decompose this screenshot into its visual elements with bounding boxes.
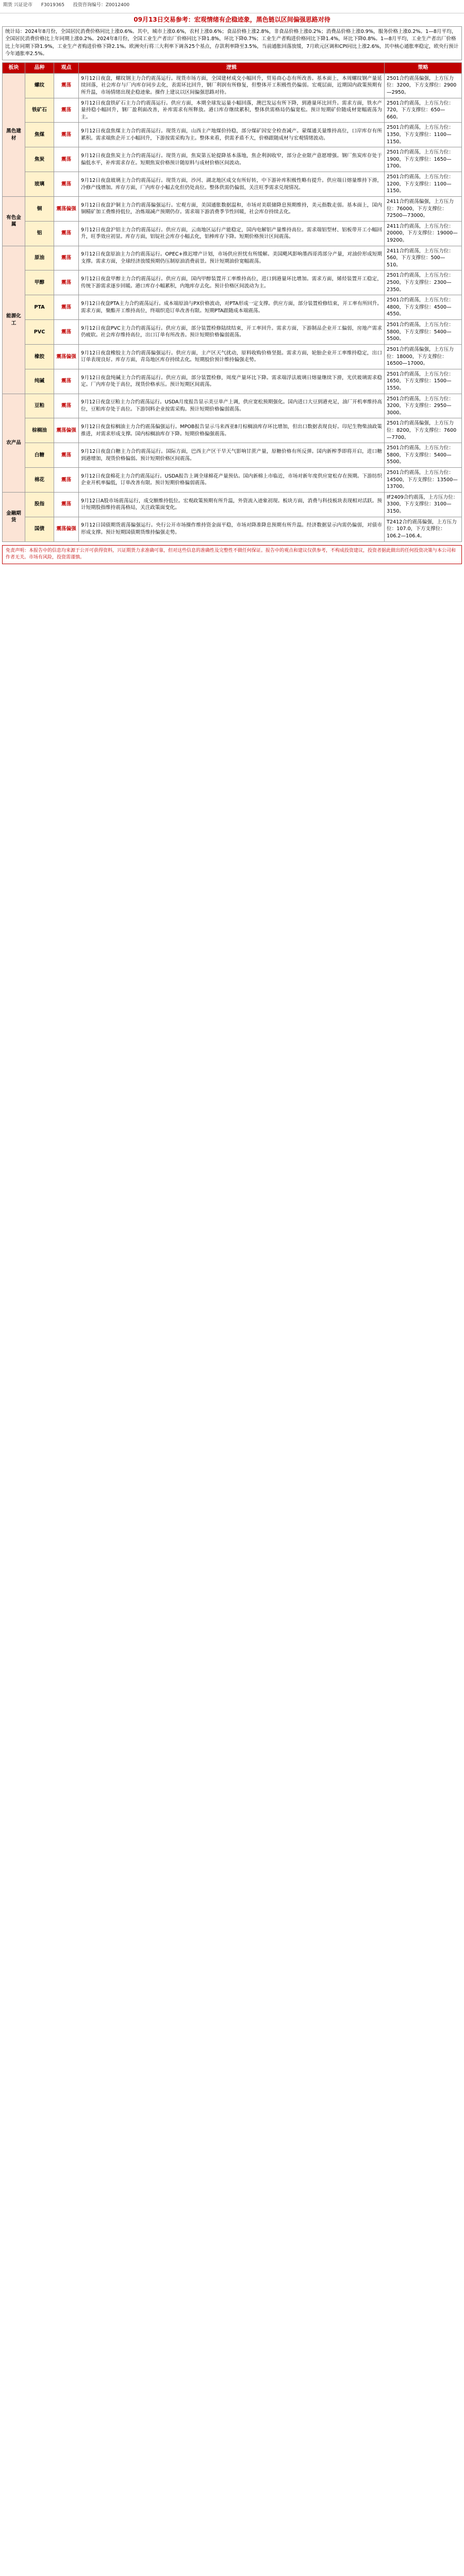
view-cell: 震荡	[54, 73, 79, 98]
variety-cell: 原油	[25, 246, 54, 270]
view-cell: 震荡	[54, 443, 79, 468]
table-row	[3, 196, 462, 221]
variety-cell: 螺纹	[25, 73, 54, 98]
variety-cell: 橡胶	[25, 344, 54, 369]
sector-cell: 农产品	[3, 394, 25, 492]
logic-cell: 9月12日夜盘棕榈油主力合约震荡偏强运行。MPOB报告显示马来西亚8月棕榈油库存环比增加，但出口数据表现良好。印尼生物柴油政策推进，对需求形成支撑。国内棕榈油库存下降。短期价格偏强震荡。	[79, 418, 385, 443]
logic-cell: 9月12日夜盘，螺纹钢主力合约震荡运行。现货市场方面，全国建材成交小幅回升，贸易商心态有所改善。基本面上，本周螺纹钢产量延续回落，社会库存与厂内库存同步去化，表需环比回升，钢厂利润有所修复，但整体开工积极性仍偏弱。宏观层面，近期国内政策预期有所升温，市场情绪出现企稳迹象。操作上建议以区间偏强思路对待。	[79, 73, 385, 98]
header-logic: 逻辑	[79, 62, 385, 73]
view-cell: 震荡	[54, 320, 79, 345]
table-row	[3, 270, 462, 295]
table-row	[3, 98, 462, 123]
sector-cell: 能源化工	[3, 246, 25, 394]
table-body	[3, 73, 462, 541]
logic-cell: 9月12日夜盘棉花主力合约震荡运行。USDA报告上调全球棉花产量预估。国内新棉上市临近，市场对新年度供应宽松存在预期。下游纺织企业开机率偏低，订单改善有限。预计短期价格偏弱震荡。	[79, 468, 385, 493]
table-row	[3, 468, 462, 493]
table-row	[3, 246, 462, 270]
table-header-row	[3, 62, 462, 73]
table-row	[3, 147, 462, 172]
table-row	[3, 123, 462, 147]
view-cell: 震荡	[54, 246, 79, 270]
strategy-cell: 2501合约震荡偏强，上方压力位：8200，下方支撑位：7600—7700。	[385, 418, 462, 443]
strategy-cell: 2501合约震荡，上方压力位：1650，下方支撑位：1500—1550。	[385, 369, 462, 394]
variety-cell: 棕榈油	[25, 418, 54, 443]
logic-cell: 9月12日夜盘甲醇主力合约震荡运行。供应方面，国内甲醇装置开工率维持高位，进口到港量环比增加。需求方面，烯烃装置开工稳定，传统下游需求逐步回暖。港口库存小幅累积，内地库存去化。预计价格区间波动为主。	[79, 270, 385, 295]
top-bar	[0, 0, 464, 13]
table-row	[3, 73, 462, 98]
header-sector: 板块	[3, 62, 25, 73]
logic-cell: 9月12日国债期货震荡偏强运行。央行公开市场操作维持资金面平稳，市场对降准降息预期有所升温。经济数据显示内需仍偏弱，对债市形成支撑。预计短期国债期货维持偏强走势。	[79, 517, 385, 541]
logic-cell: 9月12日夜盘PVC主力合约震荡运行。供应方面，部分装置检修陆续结束，开工率回升。需求方面，下游制品企业开工偏弱，房地产需求仍疲软。社会库存维持高位，出口订单有所改善。预计短期价格偏弱震荡。	[79, 320, 385, 345]
strategy-cell: 2411合约震荡偏强，上方压力位：76000，下方支撑位：72500—73000。	[385, 196, 462, 221]
view-cell: 震荡	[54, 98, 79, 123]
strategy-table	[2, 62, 462, 542]
view-cell: 震荡	[54, 295, 79, 320]
variety-cell: 股指	[25, 492, 54, 517]
strategy-cell: 2501合约震荡，上方压力位：1350，下方支撑位：1100—1150。	[385, 123, 462, 147]
variety-cell: 铜	[25, 196, 54, 221]
logic-cell: 9月12日夜盘原油主力合约震荡运行。OPEC+推迟增产计划，市场供应担忧有所缓解。美国飓风影响墨西哥湾部分产量，对油价形成短期支撑。需求方面，全球经济放缓预期仍压制原油消费前景。预计短期油价宽幅震荡。	[79, 246, 385, 270]
table-row	[3, 369, 462, 394]
table-row	[3, 221, 462, 246]
table-row	[3, 517, 462, 541]
view-cell: 震荡偏强	[54, 517, 79, 541]
strategy-cell: 2501合约震荡，上方压力位：14500，下方支撑位：13500—13700。	[385, 468, 462, 493]
variety-cell: 甲醇	[25, 270, 54, 295]
view-cell: 震荡偏强	[54, 418, 79, 443]
strategy-cell: 2501合约震荡，上方压力位：3200，下方支撑位：2950—3000。	[385, 394, 462, 418]
header-left: 期货 兴证论市	[3, 3, 32, 8]
strategy-cell: T2412合约震荡偏强，上方压力位：107.0，下方支撑位：106.2—106.4。	[385, 517, 462, 541]
header-view: 观点	[54, 62, 79, 73]
table-row	[3, 295, 462, 320]
sector-cell: 金融期货	[3, 492, 25, 541]
logic-cell: 9月12日夜盘纯碱主力合约震荡运行。供应方面，部分装置检修，周度产量环比下降。需求端浮法玻璃日熔量继续下滑，光伏玻璃需求稳定。厂内库存处于高位，现货价格承压。预计短期区间震荡。	[79, 369, 385, 394]
strategy-cell: 2411合约震荡，上方压力位：20000，下方支撑位：19000—19200。	[385, 221, 462, 246]
variety-cell: 铝	[25, 221, 54, 246]
view-cell: 震荡	[54, 394, 79, 418]
logic-cell: 9月12日夜盘玻璃主力合约震荡运行。现货方面，沙河、湖北地区成交有所好转，中下游补库积极性略有提升。供应端日熔量维持下滑，冷修产线增加。库存方面，厂内库存小幅去化但仍处高位。整体供需仍偏弱，关注旺季需求兑现情况。	[79, 172, 385, 197]
variety-cell: PTA	[25, 295, 54, 320]
logic-cell: 9月12日夜盘沪铝主力合约震荡运行。供应方面，云南地区运行产能稳定，国内电解铝产量维持高位。需求端铝型材、铝板带开工小幅回升，旺季效应初显。库存方面，铝锭社会库存小幅去化，铝棒库存下降。短期价格预计区间震荡。	[79, 221, 385, 246]
strategy-cell: 2501合约震荡，上方压力位：1200，下方支撑位：1100—1150。	[385, 172, 462, 197]
variety-cell: 白糖	[25, 443, 54, 468]
logic-cell: 9月12日夜盘铁矿石主力合约震荡运行。供应方面，本期全球发运量小幅回落，澳巴发运有所下降，到港量环比回升。需求方面，铁水产量持稳小幅回升，钢厂盈利面改善，补库需求有所释放。港口库存继续累积，整体供需格局仍偏宽松。预计短期矿价随成材宽幅震荡为主。	[79, 98, 385, 123]
variety-cell: 焦煤	[25, 123, 54, 147]
logic-cell: 9月12日夜盘PTA主力合约震荡运行。成本端原油与PX价格波动，对PTA形成一定支撑。供应方面，部分装置检修结束，开工率有所回升。需求方面，聚酯开工维持高位，终端织造订单改善有限。短期PTA跟随成本端震荡。	[79, 295, 385, 320]
view-cell: 震荡	[54, 147, 79, 172]
view-cell: 震荡偏强	[54, 344, 79, 369]
variety-cell: 纯碱	[25, 369, 54, 394]
logic-cell: 9月12日夜盘沪铜主力合约震荡偏强运行。宏观方面，美国通胀数据温和，市场对美联储降息预期维持，美元指数走弱。基本面上，国内铜精矿加工费维持低位，冶炼端减产预期仍存。需求端下游消费季节性回暖，社会库存持续去化。	[79, 196, 385, 221]
logic-cell: 9月12日夜盘橡胶主力合约震荡偏强运行。供应方面，主产区天气扰动，原料收购价格坚挺。需求方面，轮胎企业开工率维持稳定，出口订单表现良好。库存方面，青岛地区库存持续去化。短期胶价预计维持偏强走势。	[79, 344, 385, 369]
sector-cell: 黑色建材	[3, 73, 25, 196]
report-title: 09月13日交易参考：宏观情绪有企稳迹象，黑色链以区间偏强思路对待	[134, 16, 330, 23]
header-variety: 品种	[25, 62, 54, 73]
table-row	[3, 443, 462, 468]
variety-cell: PVC	[25, 320, 54, 345]
view-cell: 震荡	[54, 492, 79, 517]
view-cell: 震荡偏强	[54, 196, 79, 221]
variety-cell: 玻璃	[25, 172, 54, 197]
strategy-cell: 2501合约震荡，上方压力位：5800，下方支撑位：5400—5500。	[385, 443, 462, 468]
strategy-cell: 2501合约震荡，上方压力位：4800，下方支撑位：4500—4550。	[385, 295, 462, 320]
view-cell: 震荡	[54, 172, 79, 197]
disclaimer: 免责声明：本报告中的信息均来源于公开可获得资料，兴证期货力求准确可靠，但对这些信息的准确性及完整性不做任何保证。报告中的观点和建议仅供参考，不构成投资建议，投资者据此做出的任何投资决策与本公司和作者无关。市场有风险，投资需谨慎。	[2, 545, 462, 564]
variety-cell: 焦炭	[25, 147, 54, 172]
strategy-cell: 2411合约震荡，上方压力位：560，下方支撑位：500—510。	[385, 246, 462, 270]
strategy-cell: IF2409合约震荡，上方压力位：3300，下方支撑位：3100—3150。	[385, 492, 462, 517]
table-row	[3, 418, 462, 443]
view-cell: 震荡	[54, 468, 79, 493]
logic-cell: 9月12日夜盘白糖主力合约震荡运行。国际方面，巴西主产区干旱天气影响甘蔗产量，原糖价格有所反弹。国内新榨季即将开启，进口糖到港增加，现货价格偏弱。预计短期价格区间震荡。	[79, 443, 385, 468]
view-cell: 震荡	[54, 270, 79, 295]
logic-cell: 9月12日夜盘焦煤主力合约震荡运行。现货方面，山西主产地煤价持稳，部分煤矿因安全检查减产。蒙煤通关量维持高位，口岸库存有所累积。需求端焦企开工小幅回升，下游按需采购为主。整体来看，供需矛盾不大，价格跟随成材与宏观情绪波动。	[79, 123, 385, 147]
table-row	[3, 320, 462, 345]
sector-cell: 有色金属	[3, 196, 25, 246]
table-row	[3, 344, 462, 369]
variety-cell: 棉花	[25, 468, 54, 493]
strategy-cell: 2501合约震荡，上方压力位：1900，下方支撑位：1650—1700。	[385, 147, 462, 172]
strategy-cell: 2501合约震荡，上方压力位：720，下方支撑位：650—660。	[385, 98, 462, 123]
macro-intro: 统计局：2024年8月份，全国居民消费价格同比上涨0.6%。其中，城市上涨0.6%，农村上涨0.6%；食品价格上涨2.8%，非食品价格上涨0.2%；消费品价格上涨0.9%，服务价格上涨0.2%。1—8月平均，全国居民消费价格比上年同期上涨0.2%。2024年8月份，全国工业生产者出厂价格同比下降1.8%，环比下降0.7%；工业生产者购进价格同比下降1.4%，环比下降0.8%。1—8月平均，工业生产者出厂价格比上年同期下降1.9%，工业生产者购进价格下降2.1%。欧洲央行将三大利率下调各25个基点，存款利率降至3.5%，当前通胀回落放缓，7月欧元区调和CPI同比上涨2.6%，其中核心通胀率稳定，欧央行预计今年通胀率2.5%。	[2, 26, 462, 60]
variety-cell: 国债	[25, 517, 54, 541]
view-cell: 震荡	[54, 369, 79, 394]
header-contact: 投资咨询编号：Z0012400	[73, 3, 130, 8]
header-code: F3019365	[41, 3, 65, 8]
view-cell: 震荡	[54, 221, 79, 246]
strategy-cell: 2501合约震荡，上方压力位：2500，下方支撑位：2300—2350。	[385, 270, 462, 295]
strategy-cell: 2501合约震荡偏强，上方压力位：18000，下方支撑位：16500—17000。	[385, 344, 462, 369]
logic-cell: 9月12日夜盘豆粕主力合约震荡运行。USDA月度报告显示美豆单产上调，供应宽松预期强化。国内进口大豆到港充足，油厂开机率维持高位，豆粕库存处于高位。下游饲料企业按需采购。预计短期价格偏弱震荡。	[79, 394, 385, 418]
strategy-cell: 2501合约震荡偏强，上方压力位：3200，下方支撑位：2900—2950。	[385, 73, 462, 98]
variety-cell: 铁矿石	[25, 98, 54, 123]
logic-cell: 9月12日夜盘焦炭主力合约震荡运行。现货方面，焦炭第五轮提降基本落地，焦企利润收窄，部分企业限产意愿增强。钢厂焦炭库存处于偏低水平，补库需求存在。短期焦炭价格预计随原料与成材价格区间波动。	[79, 147, 385, 172]
table-row	[3, 492, 462, 517]
header-strategy: 策略	[385, 62, 462, 73]
strategy-cell: 2501合约震荡，上方压力位：5800，下方支撑位：5400—5500。	[385, 320, 462, 345]
variety-cell: 豆粕	[25, 394, 54, 418]
view-cell: 震荡	[54, 123, 79, 147]
table-row	[3, 394, 462, 418]
logic-cell: 9月12日A股市场震荡运行，成交额维持低位。宏观政策预期有所升温，外资流入迹象初现。板块方面，消费与科技板块表现相对活跃。预计短期股指维持震荡格局，关注政策面变化。	[79, 492, 385, 517]
table-row	[3, 172, 462, 197]
